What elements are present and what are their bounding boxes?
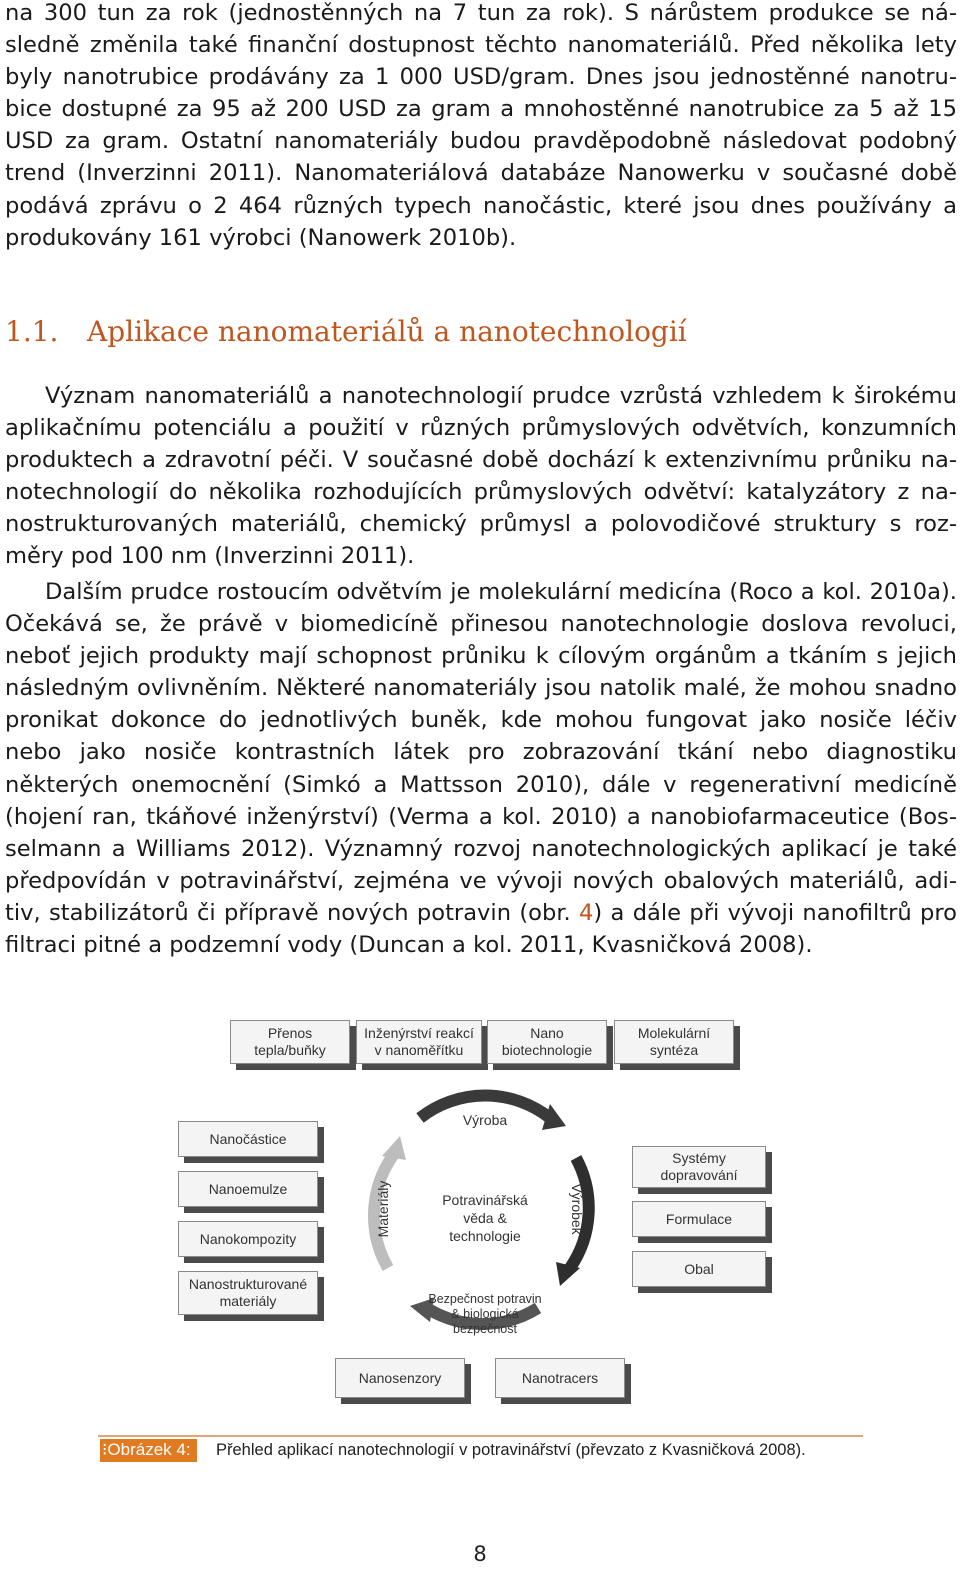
page-number: 8 bbox=[473, 1542, 487, 1566]
box-nanotracers bbox=[495, 1358, 625, 1398]
box-label: syntéza bbox=[649, 1042, 699, 1058]
paragraph-text-part-1: Dalším prudce rostoucím odvětvím je molekulární medicína (Roco a kol. 2010a). Očekává se, že právě v biomedicíně přinesou nanotechnologie doslova revoluci, neboť jejich produkty mají schopnost průniku k cílovým orgánům a tkáním s jejich následným ovlivněním. Některé nanomateriály jsou natolik malé, že mohou snadno pronikat dokonce do jednotlivých buněk, kde mohou fungovat jako nosiče léčiv nebo jako nosiče kontrastních látek pro zobrazování tkání nebo diagnostiku některých onemocnění (Simkó a Mattsson 2010), dále v regenerativní medicíně (hojení ran, tkáňové inženýrství) (Verma a kol. 2010) a nanobiofarmaceutice (Bosselmann a Williams 2012). Významný rozvoj nanotechnologických aplikací je také předpovídán v potravinářství, zejména ve vývoji nových obalových materiálů, aditiv, stabilizátorů či přípravě nových potravin (obr. bbox=[5, 579, 957, 926]
box-label: Nanostrukturované bbox=[188, 1276, 308, 1292]
box-nanoparticles bbox=[178, 1121, 318, 1157]
box-nanocomposites bbox=[178, 1221, 318, 1257]
caption-label-text: Obrázek 4: bbox=[107, 1440, 191, 1459]
box-heat-transfer bbox=[230, 1020, 350, 1064]
box-label: Nanotracers bbox=[521, 1369, 599, 1386]
safety-label-line: & biologická bbox=[451, 1307, 519, 1321]
section-title: Aplikace nanomateriálů a nanotechnologií bbox=[87, 315, 687, 348]
paragraph-text-part-2: ) a dále při vývoji nanofiltrů pro filtraci pitné a podzemní vody (Duncan a kol. 2011, Kvasničková 2008). bbox=[5, 899, 957, 959]
paragraph-molecular-medicine bbox=[5, 576, 957, 961]
box-label: Nanosenzory bbox=[358, 1369, 442, 1386]
center-label-line: věda & bbox=[463, 1210, 507, 1226]
cycle-label-production: Výroba bbox=[462, 1112, 508, 1128]
box-nano-biotechnology bbox=[487, 1020, 607, 1064]
section-heading bbox=[5, 315, 687, 348]
section-number: 1.1. bbox=[5, 315, 59, 348]
paragraph-nanotubes-production: na 300 tun za rok (jednostěnných na 7 tun za rok). S nárůstem produkce se následně změnila také finanční dostupnost těchto nanomateriálů. Před několika lety byly nanotrubice prodávány za 1 000 USD/gram. Dnes jsou jednostěnné nanotrubice dostupné za 95 až 200 USD za gram a mnohostěnné nanotrubice za 5 až 15 USD za gram. Ostatní nanomateriály budou pravděpodobně následovat podobný trend (Inverzinni 2011). Nanomateriálová databáze Nanowerku v současné době podává zprávu o 2 464 různých typech nanočástic, které jsou dnes používány a produkovány 161 výrobci (Nanowerk 2010b). bbox=[5, 0, 957, 251]
box-label: Nanočástice bbox=[209, 1130, 287, 1147]
safety-label-line: bezpečnost bbox=[453, 1322, 517, 1336]
caption-label bbox=[100, 1439, 197, 1462]
box-nanostructured-materials bbox=[178, 1271, 318, 1315]
safety-label-line: Bezpečnost potravin bbox=[428, 1292, 542, 1306]
center-label-line: Potravinářská bbox=[442, 1192, 528, 1208]
cycle-center-label bbox=[425, 1191, 545, 1245]
figure-diagram bbox=[170, 1008, 790, 1418]
box-nanoemulsions bbox=[178, 1171, 318, 1207]
box-formulation bbox=[632, 1201, 766, 1237]
box-label: Nano bbox=[530, 1025, 564, 1041]
arrowhead-left bbox=[382, 1136, 406, 1160]
box-label: v nanoměřítku bbox=[374, 1042, 464, 1058]
box-label: Přenos bbox=[267, 1025, 313, 1041]
cycle-label-product: Výrobek bbox=[569, 1183, 585, 1235]
figure-reference-link[interactable]: 4 bbox=[579, 899, 594, 926]
caption-text: Přehled aplikací nanotechnologií v potravinářství (převzato z Kvasničková 2008). bbox=[216, 1441, 806, 1459]
box-label: Systémy bbox=[672, 1150, 726, 1166]
center-label-line: technologie bbox=[449, 1228, 521, 1244]
box-delivery-systems bbox=[632, 1146, 766, 1188]
cycle-label-materials: Materiály bbox=[375, 1180, 391, 1238]
box-reaction-engineering bbox=[356, 1020, 482, 1064]
box-nanosensors bbox=[335, 1358, 465, 1398]
box-label: biotechnologie bbox=[501, 1042, 593, 1058]
box-label: Nanoemulze bbox=[208, 1180, 288, 1197]
box-label: materiály bbox=[219, 1293, 277, 1309]
box-packaging bbox=[632, 1251, 766, 1287]
box-label: tepla/buňky bbox=[254, 1042, 326, 1058]
box-label: Inženýrství reakcí bbox=[364, 1025, 474, 1041]
box-label: dopravování bbox=[660, 1167, 738, 1183]
paragraph-applications: Význam nanomateriálů a nanotechnologií prudce vzrůstá vzhledem k širokému aplikačnímu potenciálu a použití v různých průmyslových odvětvích, konzumních produktech a zdravotní péči. V současné době dochází k extenzivnímu průniku nanotechnologií do několika rozhodujících průmyslových odvětví: katalyzátory z nanostrukturovaných materiálů, chemický průmysl a polovodičové struktury s rozměry pod 100 nm (Inverzinni 2011). bbox=[5, 383, 957, 570]
box-label: Molekulární bbox=[637, 1025, 711, 1041]
box-label: Obal bbox=[684, 1260, 714, 1277]
cycle-label-food-safety bbox=[410, 1292, 560, 1337]
box-label: Nanokompozity bbox=[199, 1230, 297, 1247]
caption-dots-icon: ⁝ bbox=[102, 1440, 108, 1459]
box-molecular-synthesis bbox=[614, 1020, 734, 1064]
caption-rule bbox=[98, 1435, 863, 1437]
box-label: Formulace bbox=[665, 1210, 733, 1227]
